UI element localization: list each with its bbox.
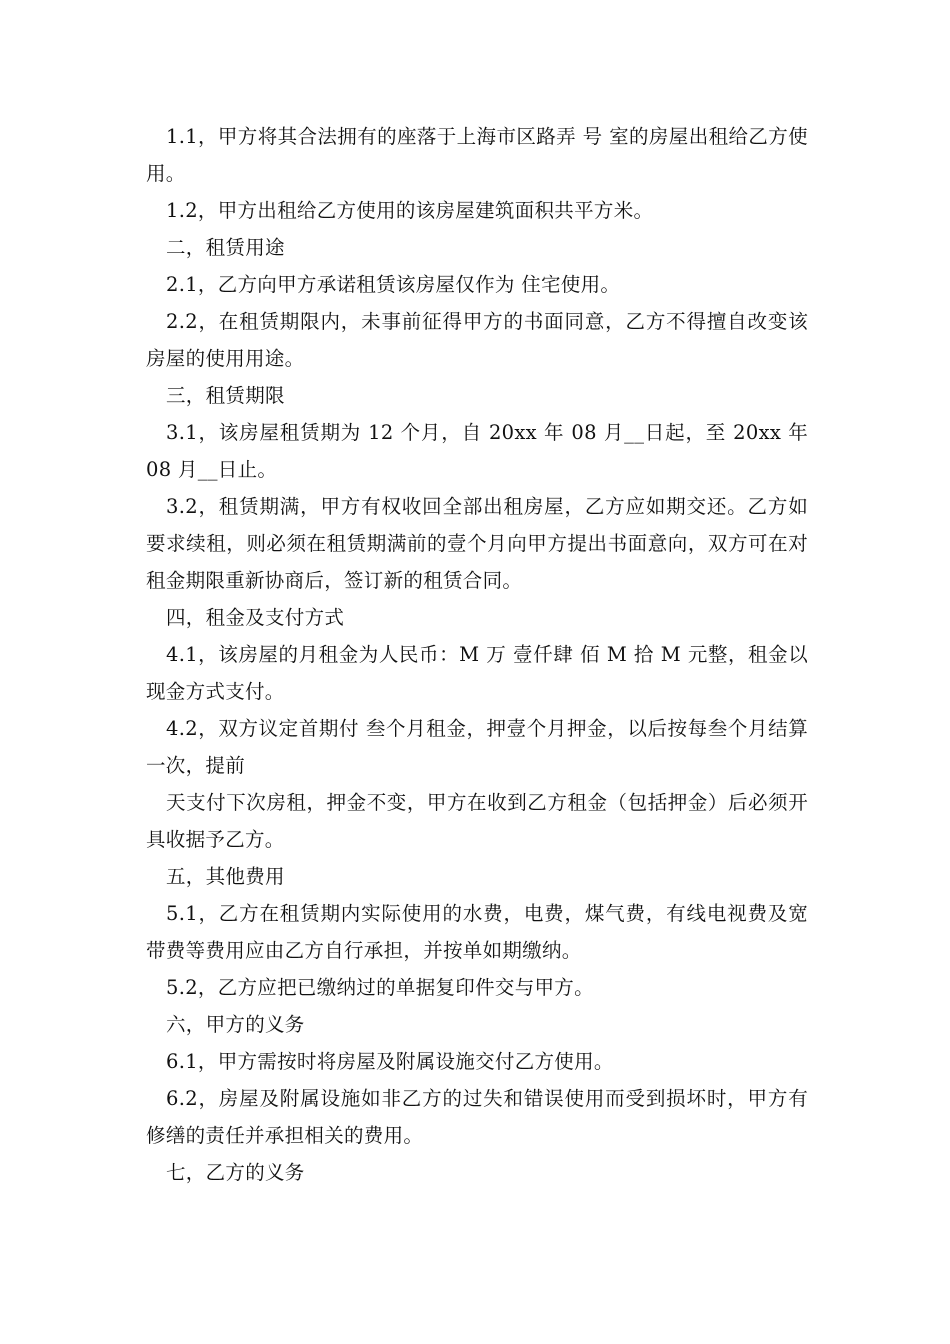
clause-2-1: 2.1，乙方向甲方承诺租赁该房屋仅作为 住宅使用。 <box>166 273 621 296</box>
section-heading-7: 七，乙方的义务 <box>166 1161 305 1184</box>
section-heading-3: 三，租赁期限 <box>166 384 285 407</box>
clause-5-1: 5.1，乙方在租赁期内实际使用的水费，电费，煤气费，有线电视费及宽带费等费用应由乙方自行承担，并按单如期缴纳。 <box>146 902 808 962</box>
section-heading-6: 六，甲方的义务 <box>166 1013 305 1036</box>
clause-3-2: 3.2，租赁期满，甲方有权收回全部出租房屋，乙方应如期交还。乙方如要求续租，则必须在租赁期满前的壹个月向甲方提出书面意向，双方可在对租金期限重新协商后，签订新的租赁合同。 <box>146 495 808 592</box>
clause-4-2: 4.2，双方议定首期付 叁个月租金，押壹个月押金，以后按每叁个月结算一次，提前 <box>146 717 808 777</box>
section-heading-2: 二，租赁用途 <box>166 236 285 259</box>
clause-2-2: 2.2，在租赁期限内，未事前征得甲方的书面同意，乙方不得擅自改变该房屋的使用用途。 <box>146 310 808 370</box>
clause-6-1: 6.1，甲方需按时将房屋及附属设施交付乙方使用。 <box>166 1050 614 1073</box>
clause-4-2-continued: 天支付下次房租，押金不变，甲方在收到乙方租金（包括押金）后必须开具收据予乙方。 <box>146 791 808 851</box>
document-page <box>146 118 808 1191</box>
clause-1-1: 1.1，甲方将其合法拥有的座落于上海市区路弄 号 室的房屋出租给乙方使用。 <box>146 125 808 185</box>
clause-5-2: 5.2，乙方应把已缴纳过的单据复印件交与甲方。 <box>166 976 594 999</box>
section-heading-5: 五，其他费用 <box>166 865 285 888</box>
section-heading-4: 四，租金及支付方式 <box>166 606 345 629</box>
clause-1-2: 1.2，甲方出租给乙方使用的该房屋建筑面积共平方米。 <box>166 199 654 222</box>
clause-6-2: 6.2，房屋及附属设施如非乙方的过失和错误使用而受到损坏时，甲方有修缮的责任并承担相关的费用。 <box>146 1087 808 1147</box>
clause-4-1: 4.1，该房屋的月租金为人民币：M 万 壹仟肆 佰 M 拾 M 元整，租金以现金方式支付。 <box>146 643 808 703</box>
clause-3-1: 3.1，该房屋租赁期为 12 个月，自 20xx 年 08 月__日起，至 20xx 年 08 月__日止。 <box>146 421 808 481</box>
